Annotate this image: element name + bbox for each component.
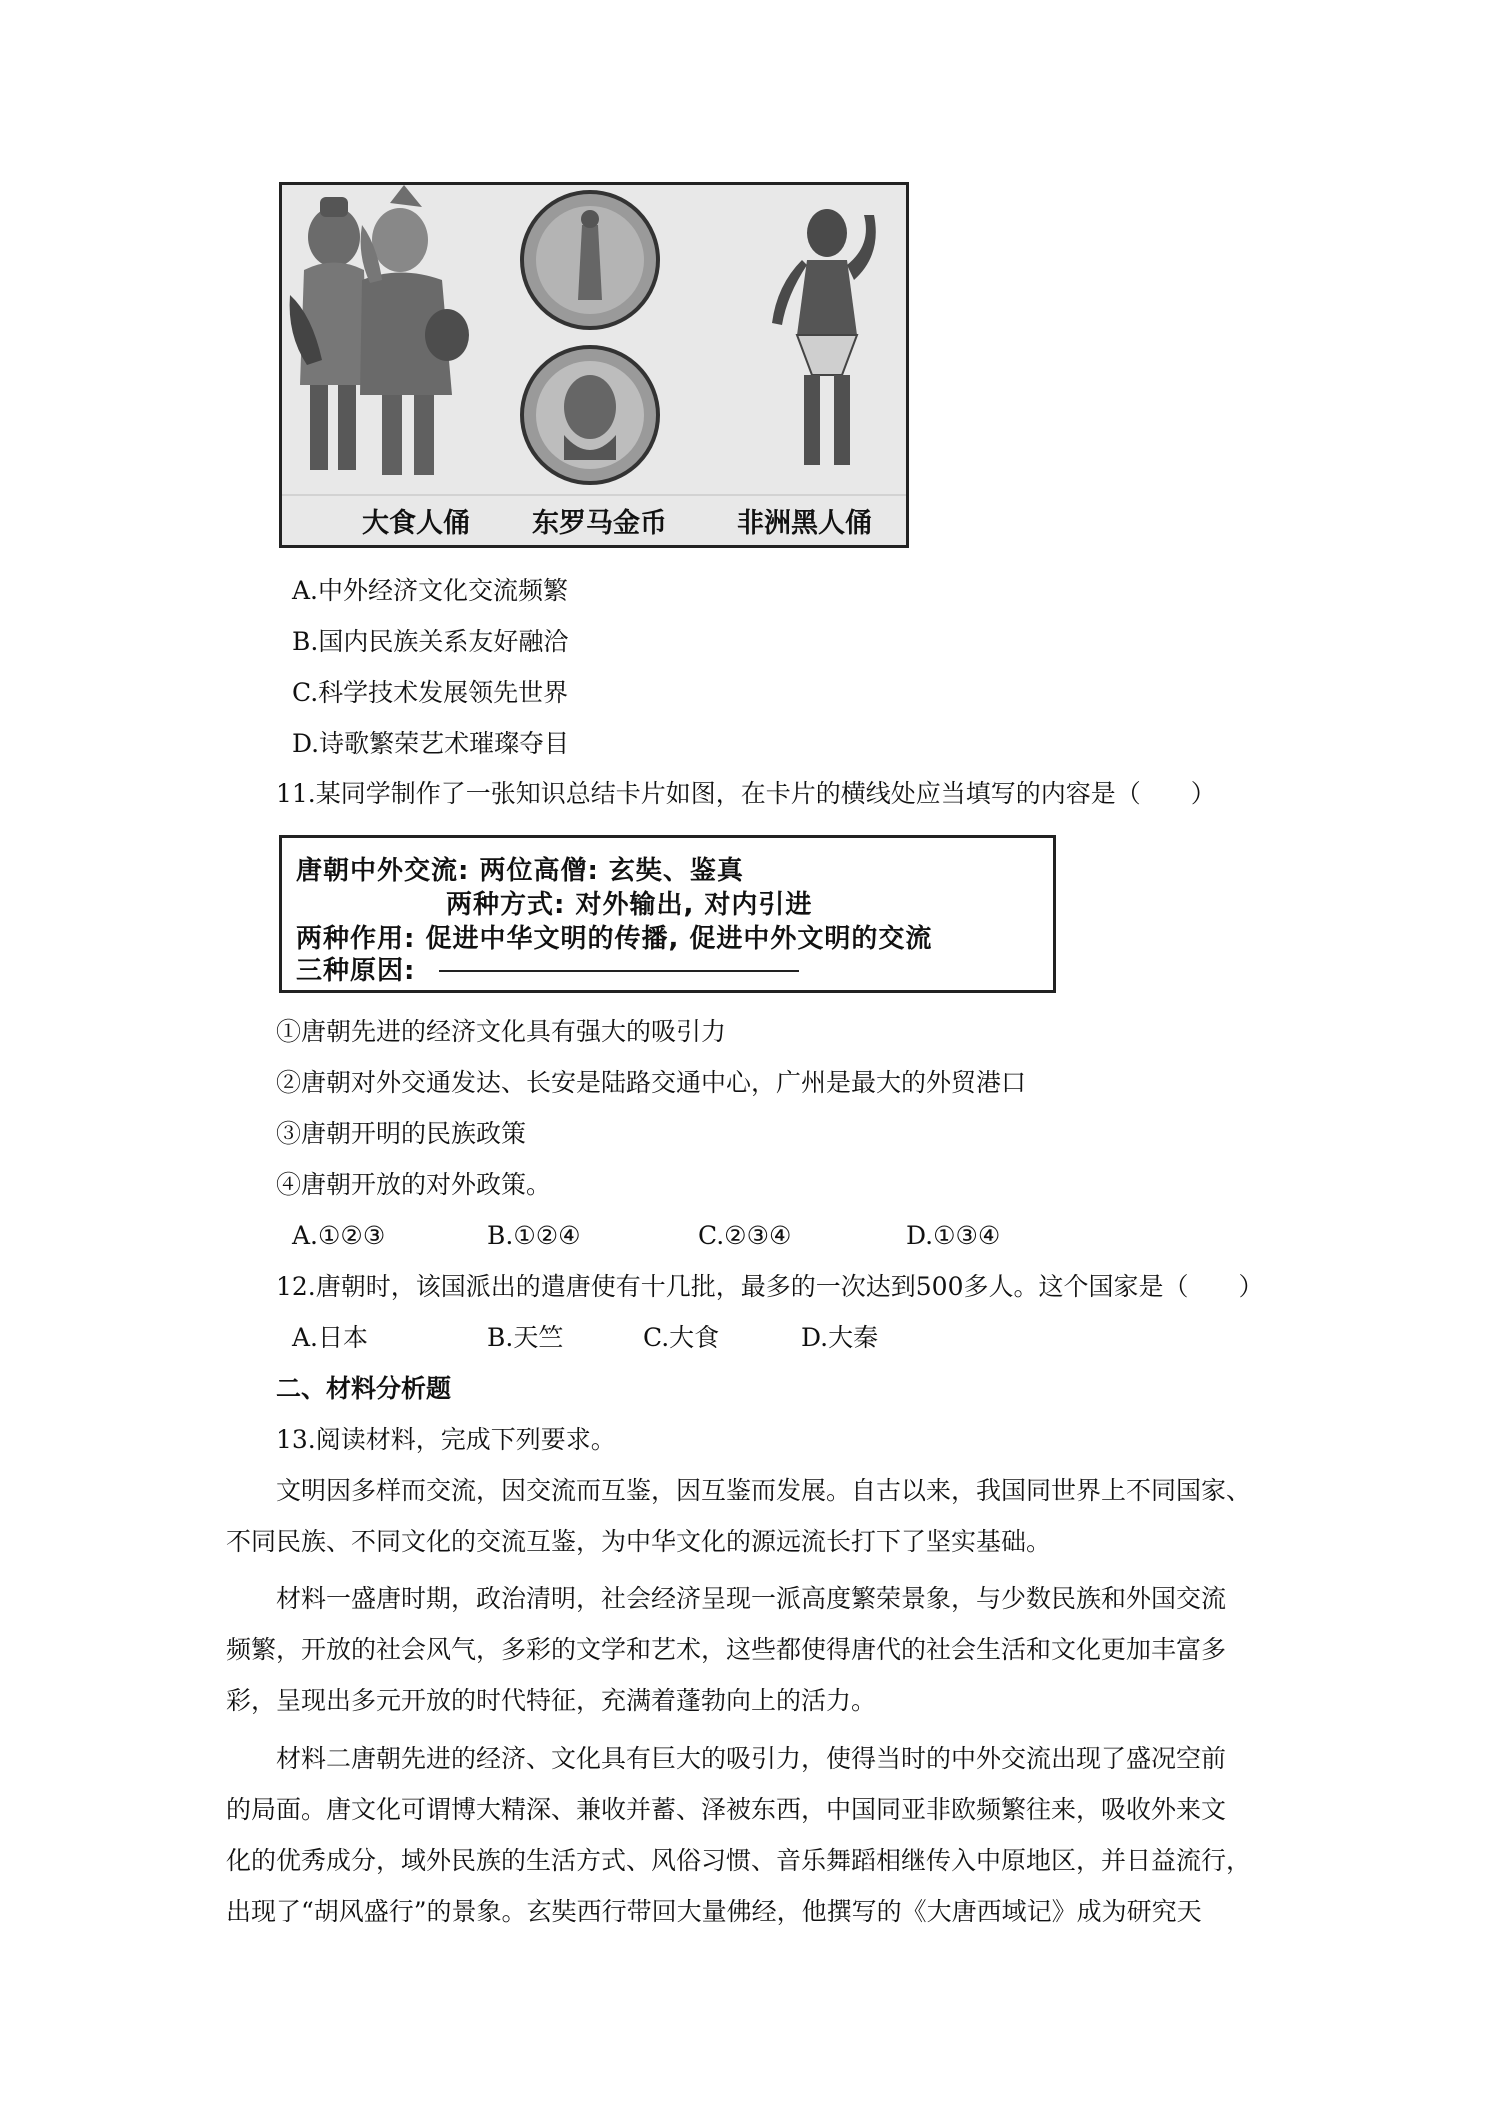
card-line-2: 两种方式: 对外输出, 对内引进 bbox=[446, 890, 813, 920]
q12-option-a: A.日本 bbox=[292, 1323, 369, 1352]
material1-line-2: 频繁，开放的社会风气，多彩的文学和艺术，这些都使得唐代的社会生活和文化更加丰富多 bbox=[226, 1635, 1227, 1664]
q13-stem: 13.阅读材料，完成下列要求。 bbox=[276, 1425, 616, 1454]
intro-line-1: 文明因多样而交流，因交流而互鉴，因互鉴而发展。自古以来，我国同世界上不同国家、 bbox=[276, 1476, 1252, 1505]
q11-option-c: C.②③④ bbox=[698, 1221, 792, 1250]
q10-option-d: D.诗歌繁荣艺术璀璨夺目 bbox=[292, 729, 570, 758]
artifact-illustration bbox=[282, 185, 909, 548]
caption-arab-figurine: 大食人俑 bbox=[362, 508, 470, 539]
q10-option-b: B.国内民族关系友好融洽 bbox=[292, 627, 569, 656]
card-line-1: 唐朝中外交流: 两位高僧: 玄奘、鉴真 bbox=[296, 856, 744, 886]
caption-byzantine-coin: 东罗马金币 bbox=[532, 508, 667, 539]
knowledge-card bbox=[279, 835, 1056, 993]
q11-statement-1: ①唐朝先进的经济文化具有强大的吸引力 bbox=[276, 1017, 727, 1046]
q11-stem: 11.某同学制作了一张知识总结卡片如图，在卡片的横线处应当填写的内容是（ ） bbox=[276, 779, 1216, 808]
q12-option-d: D.大秦 bbox=[801, 1323, 879, 1352]
card-line-4: 三种原因: bbox=[296, 956, 416, 986]
caption-african-figurine: 非洲黑人俑 bbox=[737, 508, 872, 539]
intro-line-2: 不同民族、不同文化的交流互鉴，为中华文化的源远流长打下了坚实基础。 bbox=[226, 1527, 1052, 1556]
q11-statement-4: ④唐朝开放的对外政策。 bbox=[276, 1170, 552, 1199]
q10-option-a: A.中外经济文化交流频繁 bbox=[292, 576, 569, 605]
section-heading: 二、材料分析题 bbox=[276, 1374, 452, 1403]
q11-option-b: B.①②④ bbox=[487, 1221, 581, 1250]
material2-line-3: 化的优秀成分，域外民族的生活方式、风俗习惯、音乐舞蹈相继传入中原地区，并日益流行， bbox=[226, 1846, 1252, 1875]
q12-option-c: C.大食 bbox=[643, 1323, 720, 1352]
card-line-3: 两种作用: 促进中华文明的传播, 促进中外文明的交流 bbox=[296, 924, 933, 954]
q11-statement-3: ③唐朝开明的民族政策 bbox=[276, 1119, 527, 1148]
q11-option-a: A.①②③ bbox=[292, 1221, 386, 1250]
material2-line-1: 材料二唐朝先进的经济、文化具有巨大的吸引力，使得当时的中外交流出现了盛况空前 bbox=[276, 1744, 1227, 1773]
q11-option-d: D.①③④ bbox=[906, 1221, 1001, 1250]
q11-statement-2: ②唐朝对外交通发达、长安是陆路交通中心，广州是最大的外贸港口 bbox=[276, 1068, 1027, 1097]
q12-stem: 12.唐朝时，该国派出的遣唐使有十几批，最多的一次达到500多人。这个国家是（ ） bbox=[276, 1272, 1264, 1301]
card-blank-line bbox=[439, 970, 799, 972]
material2-line-4: 出现了“胡风盛行”的景象。玄奘西行带回大量佛经，他撰写的《大唐西域记》成为研究天 bbox=[226, 1897, 1202, 1926]
material1-line-3: 彩，呈现出多元开放的时代特征，充满着蓬勃向上的活力。 bbox=[226, 1686, 877, 1715]
material2-line-2: 的局面。唐文化可谓博大精深、兼收并蓄、泽被东西，中国同亚非欧频繁往来，吸收外来文 bbox=[226, 1795, 1227, 1824]
artifact-figure bbox=[279, 182, 909, 548]
q10-option-c: C.科学技术发展领先世界 bbox=[292, 678, 569, 707]
q12-option-b: B.天竺 bbox=[487, 1323, 564, 1352]
material1-line-1: 材料一盛唐时期，政治清明，社会经济呈现一派高度繁荣景象，与少数民族和外国交流 bbox=[276, 1584, 1227, 1613]
